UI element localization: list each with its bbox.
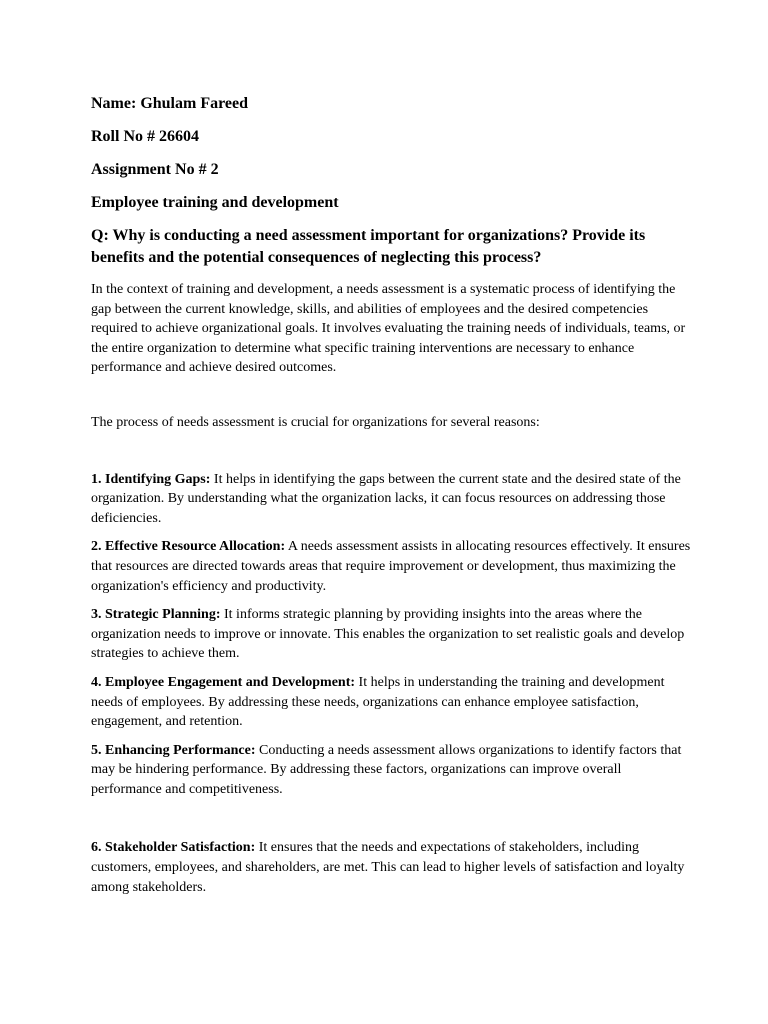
intro-paragraph: In the context of training and development, a needs assessment is a systematic process of identifying the gap between the current knowledge, skills, and abilities of employees and the desired competencies required to achieve organizational goals. It involves evaluating the training needs of individuals, teams, or the entire organization to determine what specific training interventions are necessary to enhance performance and achieve desired outcomes. bbox=[91, 282, 686, 376]
point-text: A needs assessment assists in allocating resources effectively. It ensures that resources are directed towards areas that require improvement or development, thus maximizing the organization's efficiency and productivity. bbox=[91, 539, 691, 594]
document-page bbox=[91, 93, 691, 906]
point-title: 5. Enhancing Performance: bbox=[91, 742, 256, 758]
point-employee-engagement bbox=[91, 673, 691, 732]
point-enhancing-performance bbox=[91, 741, 691, 800]
assignment-number: Assignment No # 2 bbox=[91, 161, 219, 178]
point-text: It helps in understanding the training and development needs of employees. By addressing these needs, organizations can enhance employee satisfaction, engagement, and retention. bbox=[91, 674, 665, 730]
point-title: 2. Effective Resource Allocation: bbox=[91, 539, 286, 555]
point-resource-allocation bbox=[91, 537, 691, 596]
student-name: Name: Ghulam Fareed bbox=[91, 95, 249, 112]
point-title: 6. Stakeholder Satisfaction: bbox=[91, 840, 256, 856]
point-text: It ensures that the needs and expectations of stakeholders, including customers, employees, and shareholders, are met. This can lead to higher levels of satisfaction and loyalty among stakeholders. bbox=[91, 840, 685, 895]
point-stakeholder-satisfaction bbox=[91, 838, 691, 897]
topic-heading: Employee training and development bbox=[91, 194, 339, 211]
point-title: 3. Strategic Planning: bbox=[91, 607, 221, 623]
point-text: It helps in identifying the gaps between the current state and the desired state of the organization. By understanding what the organization lacks, it can focus resources on addressing those deficiencies. bbox=[91, 471, 681, 526]
roll-number: Roll No # 26604 bbox=[91, 128, 199, 145]
point-text: It informs strategic planning by providing insights into the areas where the organization needs to improve or innovate. This enables the organization to set realistic goals and develop strategies to achieve them. bbox=[91, 607, 685, 662]
lead-paragraph: The process of needs assessment is crucial for organizations for several reasons: bbox=[91, 414, 540, 430]
point-text: Conducting a needs assessment allows organizations to identify factors that may be hindering performance. By addressing these factors, organizations can improve overall performance and competitiveness. bbox=[91, 742, 682, 797]
point-strategic-planning bbox=[91, 605, 691, 664]
point-identifying-gaps bbox=[91, 470, 691, 529]
question-heading: Q: Why is conducting a need assessment important for organizations? Provide its benefits and the potential consequences of neglecting this process? bbox=[91, 227, 646, 266]
point-title: 4. Employee Engagement and Development: bbox=[91, 674, 356, 690]
point-title: 1. Identifying Gaps: bbox=[91, 471, 211, 487]
